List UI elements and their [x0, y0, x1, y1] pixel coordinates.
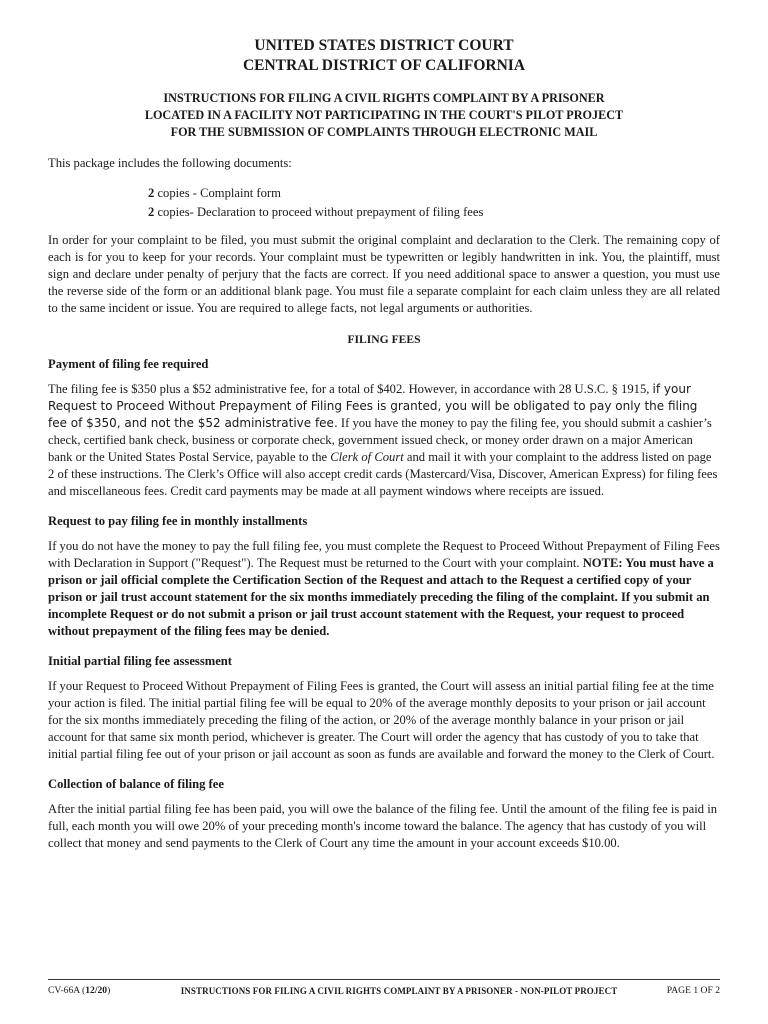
document-header: [48, 36, 720, 141]
document-list-item: [148, 203, 720, 222]
form-date: 12/20: [85, 985, 108, 996]
installments-heading: Request to pay filing fee in monthly installments: [48, 514, 308, 528]
payment-paragraph: [48, 381, 720, 500]
collection-heading: Collection of balance of filing fee: [48, 777, 224, 791]
clerk-of-court-text: Clerk of Court: [330, 450, 404, 464]
document-list: [48, 184, 720, 222]
page-number: PAGE 1 OF 2: [666, 985, 720, 996]
initial-fee-heading: Initial partial filing fee assessment: [48, 654, 232, 668]
form-number-suffix: ): [107, 985, 111, 996]
installments-text: If you do not have the money to pay the full filing fee, you must complete the Request to Proceed Without Prepayment of Filing Fees with Declaration in Support ("Request"). The Request must be returned to the Court with your complaint.: [48, 539, 720, 570]
installments-note: NOTE: You must have a prison or jail official complete the Certification Section of the Request and attach to the Request a certified copy of your prison or jail trust account statement for the six months immediately preceding the filing of the complaint. If you submit an incomplete Request or do not submit a prison or jail trust account statement with the Request, your request to proceed without prepayment of the filing fees may be denied.: [48, 556, 714, 638]
installments-paragraph: [48, 538, 720, 640]
payment-text-1: The filing fee is $350 plus a $52 administrative fee, for a total of $402. However, in accordance with 28 U.S.C. § 1915,: [48, 382, 653, 396]
document-title-line-1: INSTRUCTIONS FOR FILING A CIVIL RIGHTS COMPLAINT BY A PRISONER: [163, 91, 605, 105]
copy-count: 2: [148, 205, 155, 219]
payment-text-3: If you have the money to pay the filing fee, you should submit a cashier’s check, certified bank check, business or corporate check, government issued check, or money order drawn on a major American bank or the United States Postal Service, payable to the: [48, 416, 712, 464]
document-list-item: [148, 184, 720, 203]
footer-title: INSTRUCTIONS FOR FILING A CIVIL RIGHTS COMPLAINT BY A PRISONER - NON-PILOT PROJECT: [180, 985, 618, 996]
initial-fee-paragraph: If your Request to Proceed Without Prepayment of Filing Fees is granted, the Court will assess an initial partial filing fee at the time your action is filed. The initial partial filing fee will be equal to 20% of the average monthly deposits to your prison or jail account for the six months immediately preceding the filing of the action, or 20% of the average monthly balance in your prison or jail account for that same six month period, whichever is greater. The Court will order the agency that has custody of you to take that initial partial filing fee out of your prison or jail account as soon as funds are available and forward the money to the Clerk of Court.: [48, 679, 715, 761]
document-description: copies - Complaint form: [154, 186, 281, 200]
payment-text-2: if your Request to Proceed Without Prepayment of Filing Fees is granted, you will be obligated to pay only the filing fee of $350, and not the $52 administrative fee.: [48, 382, 698, 430]
payment-heading: Payment of filing fee required: [48, 357, 209, 371]
page-footer: [48, 979, 720, 996]
package-intro: This package includes the following documents:: [48, 156, 292, 170]
form-number: [48, 985, 158, 996]
document-description: copies- Declaration to proceed without prepayment of filing fees: [154, 205, 484, 219]
copy-count: 2: [148, 186, 155, 200]
collection-paragraph: After the initial partial filing fee has been paid, you will owe the balance of the filing fee. Until the amount of the filing fee is paid in full, each month you will owe 20% of your preceding month's income toward the balance. The agency that has custody of you will collect that money and send payments to the Clerk of Court any time the amount in your account exceeds $10.00.: [48, 802, 718, 850]
document-title-line-2: LOCATED IN A FACILITY NOT PARTICIPATING IN THE COURT'S PILOT PROJECT: [144, 108, 624, 122]
court-district: CENTRAL DISTRICT OF CALIFORNIA: [242, 57, 526, 74]
filing-fees-section-title: FILING FEES: [347, 333, 421, 346]
document-title-line-3: FOR THE SUBMISSION OF COMPLAINTS THROUGH ELECTRONIC MAIL: [170, 125, 598, 139]
court-name: UNITED STATES DISTRICT COURT: [254, 37, 514, 54]
filing-instructions-paragraph: In order for your complaint to be filed, you must submit the original complaint and declaration to the Clerk. The remaining copy of each is for you to keep for your records. Your complaint must be typewritten or legibly handwritten in ink. You, the plaintiff, must sign and declare under penalty of perjury that the facts are correct. If you need additional space to answer a question, you must use the reverse side of the form or an additional blank page. You must file a separate complaint for each claim unless they are all related to the same incident or issue. You are required to allege facts, not legal arguments or authorities.: [48, 233, 720, 315]
payment-text-5: and mail it with your complaint to the address listed on page 2 of these instructions. The Clerk’s Office will also accept credit cards (Mastercard/Visa, Discover, American Express) for filing fees and miscellaneous fees. Credit card payments may be made at all payment windows where receipts are issued.: [48, 450, 718, 498]
form-number-prefix: CV-66A (: [48, 985, 86, 996]
document-page: [48, 36, 720, 852]
